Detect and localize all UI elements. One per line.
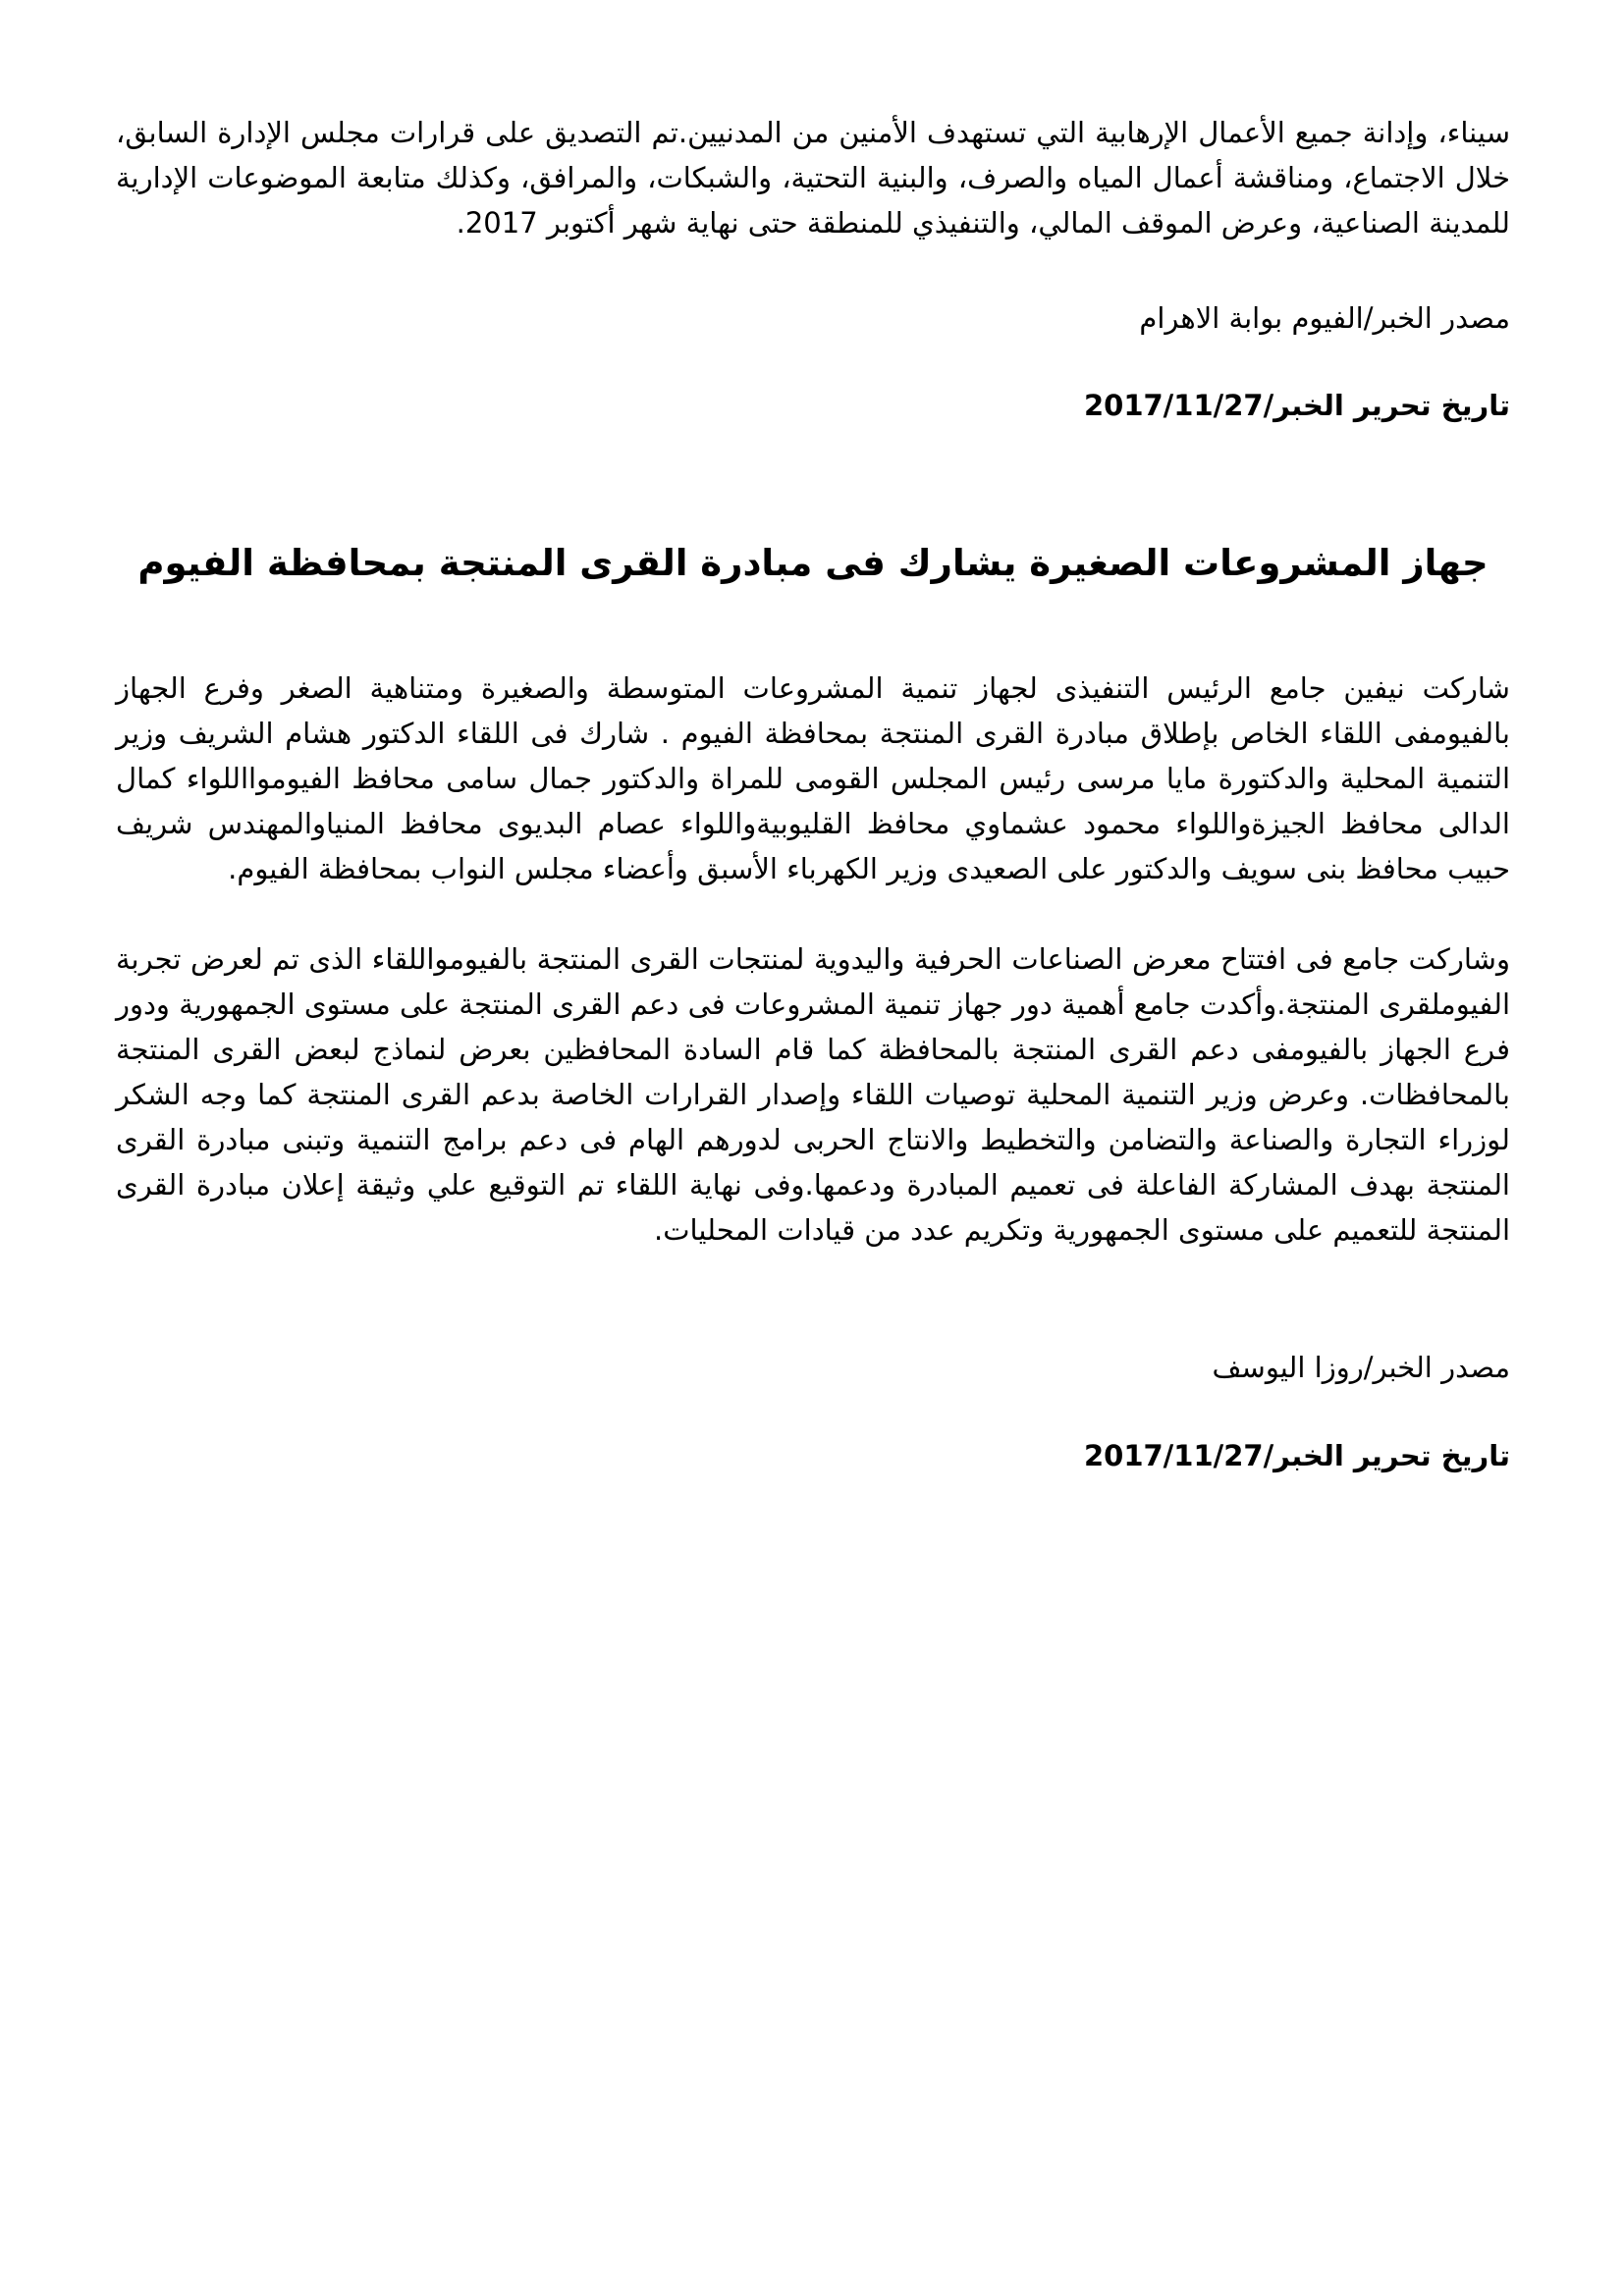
intro-paragraph: سيناء، وإدانة جميع الأعمال الإرهابية التي تستهدف الأمنين من المدنيين.تم التصديق على قرارات مجلس الإدارة السابق، خلال الاجتماع، ومناقشة أعمال المياه والصرف، والبنية التحتية، والشبكات، والمرافق، وكذلك متابعة الموضوعات الإدارية للمدينة الصناعية، وعرض الموقف المالي، والتنفيذي للمنطقة حتى نهاية شهر أكتوبر 2017. [116,116,1510,240]
date-value: 2017/11/27 [1083,1439,1264,1472]
news-source-1: مصدر الخبر/الفيوم بوابة الاهرام [1139,301,1510,335]
date-value: 2017/11/27 [1083,389,1264,422]
article-paragraph-1: شاركت نيفين جامع الرئيس التنفيذى لجهاز تنمية المشروعات المتوسطة والصغيرة ومتناهية الصغر وفرع الجهاز بالفيومفى اللقاء الخاص بإطلاق مبادرة القرى المنتجة بمحافظة الفيوم . شارك فى اللقاء الدكتور هشام الشريف وزير التنمية المحلية والدكتورة مايا مرسى رئيس المجلس القومى للمراة والدكتور جمال سامى محافظ الفيوموااللواء كمال الدالى محافظ الجيزةواللواء محمود عشماوي محافظ القليوبيةواللواء عصام البديوى محافظ المنياوالمهندس شريف حبيب محافظ بنى سويف والدكتور على الصعيدى وزير الكهرباء الأسبق وأعضاء مجلس النواب بمحافظة الفيوم. [116,671,1510,885]
news-date-1 [1084,383,1510,428]
date-label: تاريخ تحرير الخبر/ [1263,389,1510,422]
news-source-2: مصدر الخبر/روزا اليوسف [1212,1351,1510,1384]
date-label: تاريخ تحرير الخبر/ [1263,1439,1510,1472]
article-paragraph-2: وشاركت جامع فى افتتاح معرض الصناعات الحرفية واليدوية لمنتجات القرى المنتجة بالفيومواللقاء الذى تم لعرض تجربة الفيوملقرى المنتجة.وأكدت جامع أهمية دور جهاز تنمية المشروعات فى دعم القرى المنتجة على مستوى الجمهورية ودور فرع الجهاز بالفيومفى دعم القرى المنتجة بالمحافظة كما قام السادة المحافظين بعرض لنماذج لبعض القرى المنتجة بالمحافظات. وعرض وزير التنمية المحلية توصيات اللقاء وإصدار القرارات الخاصة بدعم القرى المنتجة كما وجه الشكر لوزراء التجارة والصناعة والتضامن والتخطيط والانتاج الحربى لدورهم الهام فى دعم برامج التنمية وتبنى مبادرة القرى المنتجة بهدف المشاركة الفاعلة فى تعميم المبادرة ودعمها.وفى نهاية اللقاء تم التوقيع علي وثيقة إعلان مبادرة القرى المنتجة للتعميم على مستوى الجمهورية وتكريم عدد من قيادات المحليات. [116,942,1510,1247]
news-date-2 [1084,1433,1510,1478]
article-title: جهاز المشروعات الصغيرة يشارك فى مبادرة القرى المنتجة بمحافظة الفيوم [137,542,1489,584]
